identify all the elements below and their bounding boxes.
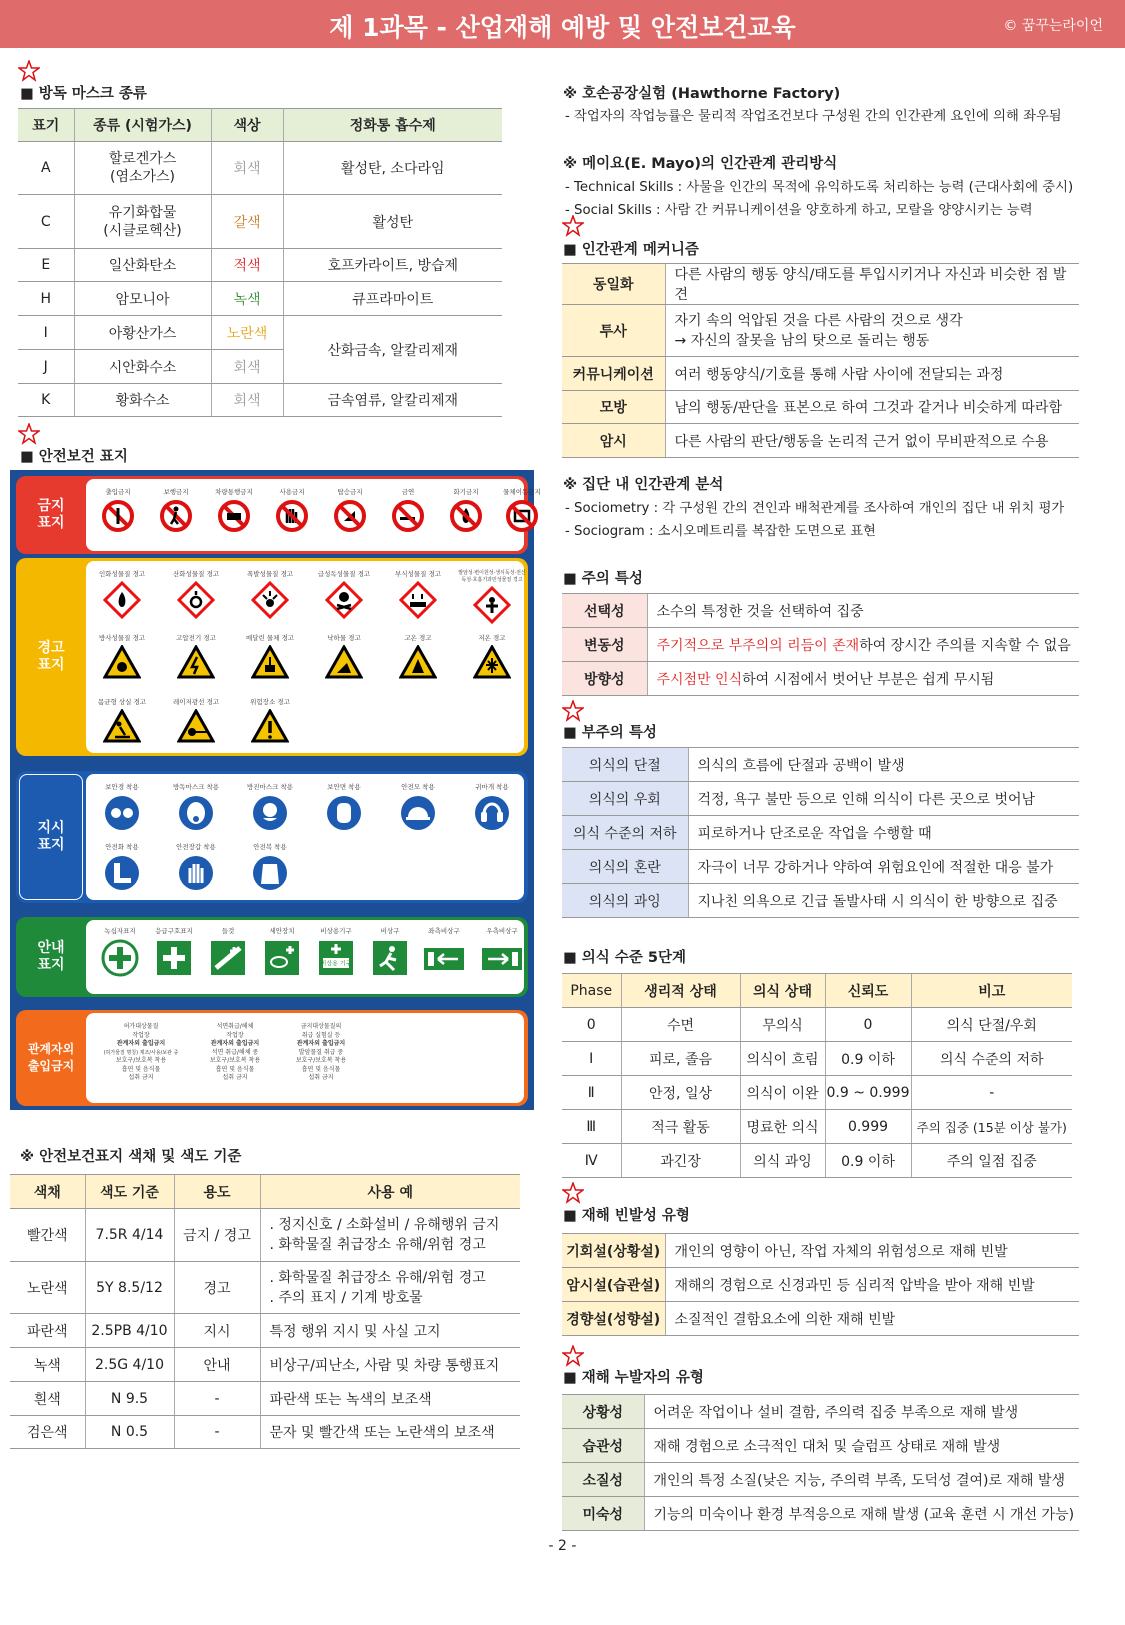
table-row: 방향성 주시점만 인식하여 시점에서 벗어난 부분은 쉽게 무시됨: [562, 662, 1079, 696]
table-row: 선택성 소수의 특정한 것을 선택하여 집중: [562, 594, 1079, 628]
prohibit-label: 금지 표지: [19, 479, 83, 551]
sign-exit: 비상구: [354, 926, 426, 978]
sign-no-boarding: 탑승금지: [314, 487, 386, 533]
eyewash-icon: [262, 938, 302, 978]
lose-balance-triangle-icon: [103, 709, 141, 743]
sign-lose-balance: 몸균형 상실 경고: [86, 697, 158, 743]
instruct-group: [16, 771, 528, 903]
no-moving-object-icon: [505, 499, 539, 533]
sign-earmuffs: 귀마개 착용: [456, 782, 528, 832]
table-row: 의식의 과잉 지나친 의욕으로 긴급 돌발사태 시 의식이 한 방향으로 집중: [562, 884, 1079, 918]
sign-no-entry: 출입금지: [82, 487, 154, 533]
dust-mask-icon: [251, 794, 289, 832]
sign-laser: 레이저광선 경고: [160, 697, 232, 743]
table-row: 암시설(습관설) 재해의 경험으로 신경과민 등 심리적 압박을 받아 재해 빈발: [562, 1268, 1079, 1302]
table-row: E 일산화탄소 적색 호프카라이트, 방습제: [18, 249, 502, 282]
color-standard-table: [10, 1174, 520, 1449]
warning-panel: [86, 561, 524, 753]
sign-emergency-equipment: 비상용기구 비상용 기구: [300, 926, 372, 978]
access-sign-permit: 허가대상물질 작업장 관계자외 출입금지 (허가물질 명칭) 제조/사용/보관 중 보호구/보호복 착용 흡연 및 음식물 섭취 금지: [103, 1023, 179, 1081]
sign-oxidizing: 산화성물질 경고: [160, 569, 232, 619]
repeaters-table: [562, 1394, 1079, 1531]
table-row: 변동성 주기적으로 부주의의 리듬이 존재하여 장시간 주의를 지속할 수 없음: [562, 628, 1079, 662]
table-row: 모방 남의 행동/판단을 표본으로 하여 그것과 같거나 비슷하게 따라함: [562, 391, 1079, 424]
sign-flammable: 인화성물질 경고: [86, 569, 158, 619]
falling-object-triangle-icon: [325, 645, 363, 679]
guide-label: 안내 표지: [19, 920, 83, 994]
sign-no-use: 사용금지: [256, 487, 328, 533]
access-sign-asbestos: 석면취급/해체 작업장 관계자외 출입금지 석면 취급/해체 중 보호구/보호복 착용 흡연 및 음식물 섭취 금지: [209, 1023, 261, 1081]
table-row: H 암모니아 녹색 큐프라마이트: [18, 282, 502, 316]
left-exit-icon: [422, 938, 466, 978]
table-row: 녹색 2.5G 4/10 안내 비상구/피난소, 사람 및 차량 통행표지: [10, 1348, 520, 1382]
mayo-technical: - Technical Skills : 사물을 인간의 목적에 유익하도록 처리하는 능력 (근대사회에 중시): [565, 180, 1074, 195]
sign-toxic: 급성독성물질 경고: [308, 569, 380, 619]
hawthorne-text: - 작업자의 작업능률은 물리적 작업조건보다 구성원 간의 인간관계 요인에 의해 좌우됨: [565, 109, 1062, 124]
sign-suspended-load: 매달린 물체 경고: [234, 633, 306, 679]
safety-clothing-icon: [251, 854, 289, 892]
table-row: Ⅱ 안정, 일상 의식이 이완 0.9 ~ 0.999 -: [562, 1076, 1072, 1110]
gas-mask-icon: [177, 794, 215, 832]
sign-goggles: 보안경 착용: [86, 782, 158, 832]
no-entry-icon: [101, 499, 135, 533]
carelessness-heading: ■ 부주의 특성: [563, 725, 657, 741]
no-smoking-icon: [391, 499, 425, 533]
star-icon: [18, 423, 40, 445]
table-row: 빨간색 7.5R 4/14 금지 / 경고 . 정지신호 / 소화설비 / 유해행위 금지 . 화학물질 취급장소 유해/위험 경고: [10, 1209, 520, 1262]
guide-panel: [86, 920, 524, 994]
sign-falling-object: 낙하물 경고: [308, 633, 380, 679]
col-header: 생리적 상태: [621, 974, 740, 1008]
guide-group: [16, 917, 528, 997]
explosive-diamond-icon: [251, 581, 289, 619]
frequency-heading: ■ 재해 빈발성 유형: [563, 1208, 690, 1224]
table-row: 의식의 혼란 자극이 너무 강하거나 약하여 위험요인에 적절한 대응 불가: [562, 850, 1079, 884]
col-header: 용도: [174, 1175, 260, 1209]
col-header: 색상: [211, 109, 283, 142]
high-temperature-triangle-icon: [399, 645, 437, 679]
table-row: 의식 수준의 저하 피로하거나 단조로운 작업을 수행할 때: [562, 816, 1079, 850]
page-number: - 2 -: [548, 1538, 577, 1554]
table-row: 흰색 N 9.5 - 파란색 또는 녹색의 보조색: [10, 1382, 520, 1416]
sign-no-fire: 화기금지: [430, 487, 502, 533]
table-row: 검은색 N 0.5 - 문자 및 빨간색 또는 노란색의 보조색: [10, 1416, 520, 1449]
table-row: J 시안화수소 회색: [18, 350, 502, 384]
face-shield-icon: [325, 794, 363, 832]
col-header: 색도 기준: [85, 1175, 174, 1209]
consciousness-levels-table: [562, 973, 1072, 1178]
sign-eyewash: 세안장치: [246, 926, 318, 978]
color-table-heading: ※ 안전보건표지 색채 및 색도 기준: [20, 1149, 242, 1165]
low-temperature-triangle-icon: [473, 645, 511, 679]
no-boarding-icon: [333, 499, 367, 533]
sign-left-exit: 좌측비상구: [408, 926, 480, 978]
no-fire-icon: [449, 499, 483, 533]
levels-heading: ■ 의식 수준 5단계: [563, 950, 686, 966]
col-header: Phase: [562, 974, 621, 1008]
table-row: 소질성 개인의 특정 소질(낮은 지능, 주의력 부족, 도덕성 결여)로 재해 발생: [562, 1463, 1079, 1497]
signs-heading: ■ 안전보건 표지: [20, 449, 128, 465]
no-walking-icon: [159, 499, 193, 533]
access-label: 관계자외 출입금지: [19, 1013, 83, 1103]
sign-corrosive: 부식성물질 경고: [382, 569, 454, 619]
star-icon: [562, 1345, 584, 1367]
no-use-hand-icon: [275, 499, 309, 533]
table-row: 의식의 단절 의식의 흐름에 단절과 공백이 발생: [562, 748, 1079, 782]
radioactive-triangle-icon: [103, 645, 141, 679]
safety-boots-icon: [103, 854, 141, 892]
star-icon: [18, 60, 40, 82]
repeaters-heading: ■ 재해 누발자의 유형: [563, 1370, 704, 1386]
oxidizing-diamond-icon: [177, 581, 215, 619]
table-row: K 황화수소 회색 금속염류, 알칼리제재: [18, 384, 502, 417]
toxic-diamond-icon: [325, 581, 363, 619]
table-row: 암시 다른 사람의 판단/행동을 논리적 근거 없이 무비판적으로 수용: [562, 424, 1079, 458]
first-aid-icon: [154, 938, 194, 978]
sign-dust-mask: 방진마스크 착용: [234, 782, 306, 832]
sign-face-shield: 보안면 착용: [308, 782, 380, 832]
high-voltage-triangle-icon: [177, 645, 215, 679]
access-sign-prohibited-substance: 금지대상물질의 취급 실험실 등 관계자외 출입금지 발암물질 취급 중 보호구/보호복 착용 흡연 및 음식물 섭취 금지: [295, 1023, 347, 1081]
instruct-panel: [86, 774, 524, 900]
frequency-table: [562, 1233, 1079, 1336]
sign-carcinogen: 발암성·변이원성·생식독성·전신독성·호흡기과민성물질 경고: [456, 569, 528, 624]
star-icon: [562, 1182, 584, 1204]
table-row: Ⅳ 과긴장 의식 과잉 0.9 이하 주의 일점 집중: [562, 1144, 1072, 1178]
warning-group: [16, 558, 528, 756]
table-row: 동일화 다른 사람의 행동 양식/태도를 투입시키거나 자신과 비슷한 점 발견: [562, 264, 1079, 305]
flammable-diamond-icon: [103, 581, 141, 619]
green-cross-icon: [100, 938, 140, 978]
sign-danger-area: 위험장소 경고: [234, 697, 306, 743]
sociometry-text: - Sociometry : 각 구성원 간의 견인과 배척관계를 조사하여 개인의 집단 내 위치 평가: [565, 501, 1065, 516]
stretcher-icon: [208, 938, 248, 978]
star-icon: [562, 700, 584, 722]
mechanism-table: [562, 263, 1079, 458]
goggles-icon: [103, 794, 141, 832]
sign-gloves: 안전장갑 착용: [160, 842, 232, 892]
table-row: 미숙성 기능의 미숙이나 환경 부적응으로 재해 발생 (교육 훈련 시 개선 가능): [562, 1497, 1079, 1531]
table-row: 기회설(상황설) 개인의 영향이 아닌, 작업 자체의 위험성으로 재해 빈발: [562, 1234, 1079, 1268]
page-title: 제 1과목 - 산업재해 예방 및 안전보건교육: [329, 13, 796, 42]
col-header: 비고: [911, 974, 1072, 1008]
right-exit-icon: [480, 938, 524, 978]
table-row: 0 수면 무의식 0 의식 단절/우회: [562, 1008, 1072, 1042]
access-group: [16, 1010, 528, 1106]
mayo-heading: ※ 메이요(E. Mayo)의 인간관계 관리방식: [563, 156, 838, 172]
table-row: 파란색 2.5PB 4/10 지시 특정 행위 지시 및 사실 고지: [10, 1314, 520, 1348]
sign-safety-shoes: 안전화 착용: [86, 842, 158, 892]
col-header: 신뢰도: [825, 974, 911, 1008]
table-row: A 할로겐가스 (염소가스) 회색 활성탄, 소다라임: [18, 142, 502, 195]
attention-table: [562, 593, 1079, 696]
helmet-icon: [399, 794, 437, 832]
sign-high-temp: 고온 경고: [382, 633, 454, 679]
table-row: 경향설(성향설) 소질적인 결함요소에 의한 재해 빈발: [562, 1302, 1079, 1336]
table-row: Ⅲ 적극 활동 명료한 의식 0.999 주의 집중 (15분 이상 불가): [562, 1110, 1072, 1144]
mask-table: [18, 108, 502, 417]
col-header: 표기: [18, 109, 74, 142]
svg-text:비상용 기구: 비상용 기구: [320, 960, 352, 968]
sign-safety-clothes: 안전복 착용: [234, 842, 306, 892]
sign-low-temp: 저온 경고: [456, 633, 528, 679]
hawthorne-heading: ※ 호손공장실험 (Hawthorne Factory): [563, 86, 841, 102]
table-row: 커뮤니케이션 여러 행동양식/기호를 통해 사람 사이에 전달되는 과정: [562, 357, 1079, 391]
sign-no-smoking: 금연: [372, 487, 444, 533]
carelessness-table: [562, 747, 1079, 918]
mayo-social: - Social Skills : 사람 간 커뮤니케이션을 양호하게 하고, 모랄을 양양시키는 능력: [565, 203, 1033, 218]
table-row: Ⅰ 피로, 졸음 의식이 흐림 0.9 이하 의식 수준의 저하: [562, 1042, 1072, 1076]
safety-signs-board: [10, 470, 541, 1110]
table-row: C 유기화합물 (시클로헥산) 갈색 활성탄: [18, 195, 502, 249]
table-row: 상황성 어려운 작업이나 설비 결함, 주의력 집중 부족으로 재해 발생: [562, 1395, 1079, 1429]
emergency-exit-icon: [370, 938, 410, 978]
col-header: 사용 예: [260, 1175, 520, 1209]
sign-radioactive: 방사성물질 경고: [86, 633, 158, 679]
table-row: I 아황산가스 노란색 산화금속, 알칼리제재: [18, 316, 502, 350]
sign-no-walking: 보행금지: [140, 487, 212, 533]
sign-explosive: 폭발성물질 경고: [234, 569, 306, 619]
sign-green-cross: 녹십자표지: [84, 926, 156, 978]
attention-heading: ■ 주의 특성: [563, 571, 643, 587]
table-row: 의식의 우회 걱정, 욕구 불만 등으로 인해 의식이 다른 곳으로 벗어남: [562, 782, 1079, 816]
copyright: © 꿈꾸는라이언: [1003, 18, 1103, 34]
table-row: 노란색 5Y 8.5/12 경고 . 화학물질 취급장소 유해/위험 경고 . 주의 표지 / 기계 방호물: [10, 1262, 520, 1314]
table-row: 투사 자기 속의 억압된 것을 다른 사람의 것으로 생각 → 자신의 잘못을 남의 탓으로 돌리는 행동: [562, 305, 1079, 357]
danger-exclamation-triangle-icon: [251, 709, 289, 743]
prohibit-group: [16, 476, 541, 554]
sign-right-exit: 우측비상구: [466, 926, 538, 978]
page-header: [0, 0, 1125, 48]
emergency-equipment-icon: [316, 938, 356, 978]
earmuffs-icon: [473, 794, 511, 832]
safety-gloves-icon: [177, 854, 215, 892]
sociogram-text: - Sociogram : 소시오메트리를 복잡한 도면으로 표현: [565, 524, 876, 539]
instruct-label: 지시 표지: [19, 774, 83, 900]
corrosive-diamond-icon: [399, 581, 437, 619]
sign-gas-mask: 방독마스크 착용: [160, 782, 232, 832]
col-header: 종류 (시험가스): [74, 109, 211, 142]
group-analysis-heading: ※ 집단 내 인간관계 분석: [563, 477, 724, 493]
access-panel: [86, 1013, 524, 1103]
sign-first-aid: 응급구호표지: [138, 926, 210, 978]
sign-no-moving: 물체이동금지: [486, 487, 558, 533]
mask-heading: ■ 방독 마스크 종류: [20, 86, 147, 102]
col-header: 의식 상태: [740, 974, 825, 1008]
sign-high-voltage: 고압전기 경고: [160, 633, 232, 679]
sign-helmet: 안전모 착용: [382, 782, 454, 832]
health-hazard-diamond-icon: [473, 586, 511, 624]
sign-no-vehicle: 차량통행금지: [198, 487, 270, 533]
star-icon: [562, 215, 584, 237]
no-vehicle-icon: [217, 499, 251, 533]
suspended-load-triangle-icon: [251, 645, 289, 679]
col-header: 정화통 흡수제: [283, 109, 502, 142]
table-row: 습관성 재해 경험으로 소극적인 대처 및 슬럼프 상태로 재해 발생: [562, 1429, 1079, 1463]
prohibit-panel: [86, 479, 541, 551]
laser-triangle-icon: [177, 709, 215, 743]
warning-label: 경고 표지: [19, 561, 83, 753]
sign-stretcher: 들것: [192, 926, 264, 978]
col-header: 색채: [10, 1175, 85, 1209]
mechanism-heading: ■ 인간관계 메커니즘: [563, 242, 699, 258]
